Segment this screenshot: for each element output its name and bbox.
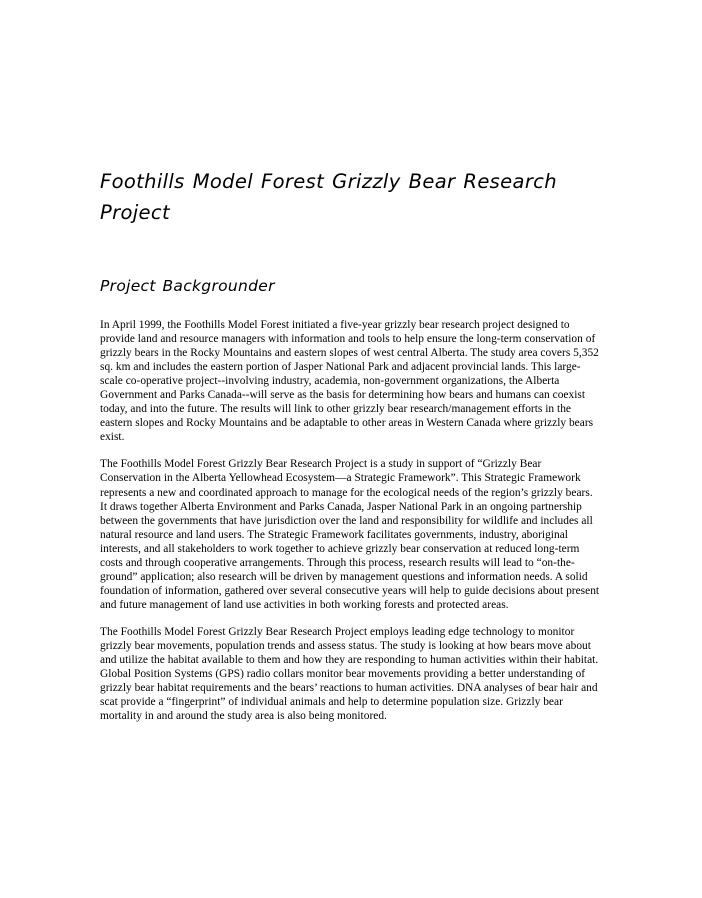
document-content: [100, 166, 602, 723]
paragraph-overview: In April 1999, the Foothills Model Forest initiated a five-year grizzly bear research project designed to provide land and resource managers with information and tools to help ensure the long-term conservation of grizzly bears in the Rocky Mountains and eastern slopes of west central Alberta. The study area covers 5,352 sq. km and includes the eastern portion of Jasper National Park and adjacent provincial lands. This large-scale co-operative project--involving industry, academia, non-government organizations, the Alberta Government and Parks Canada--will serve as the basis for determining how bears and humans can coexist today, and into the future. The results will link to other grizzly bear research/management efforts in the eastern slopes and Rocky Mountains and be adaptable to other areas in Western Canada where grizzly bears exist.: [100, 319, 599, 444]
paragraph-technology-methods: The Foothills Model Forest Grizzly Bear Research Project employs leading edge technology to monitor grizzly bear movements, population trends and assess status. The study is looking at how bears move about and utilize the habitat available to them and how they are responding to human activities within their habitat. Global Position Systems (GPS) radio collars monitor bear movements providing a better understanding of grizzly bear habitat requirements and the bears’ reactions to human activities. DNA analyses of bear hair and scat provide a “fingerprint” of individual animals and help to determine population size. Grizzly bear mortality in and around the study area is also being monitored.: [100, 625, 599, 723]
body-copy: [100, 296, 602, 723]
section-heading-project-backgrounder: Project Backgrounder: [100, 277, 275, 295]
paragraph-strategic-framework: The Foothills Model Forest Grizzly Bear Research Project is a study in support of “Grizzly Bear Conservation in the Alberta Yellowhead Ecosystem—a Strategic Framework”. This Strategic Framework represents a new and coordinated approach to manage for the ecological needs of the region’s grizzly bears. It draws together Alberta Environment and Parks Canada, Jasper National Park in an ongoing partnership between the governments that have jurisdiction over the land and responsibility for wildlife and includes all natural resource and land users. The Strategic Framework facilitates governments, industry, aboriginal interests, and all stakeholders to work together to achieve grizzly bear conservation at reduced long-term costs and through cooperative arrangements. Through this process, research results will lead to “on-the-ground” application; also research will be driven by management questions and information needs. A solid foundation of information, gathered over several consecutive years will help to guide decisions about present and future management of land use activities in both working forests and protected areas.: [100, 458, 600, 611]
page-title: Foothills Model Forest Grizzly Bear Research Project: [100, 170, 557, 224]
